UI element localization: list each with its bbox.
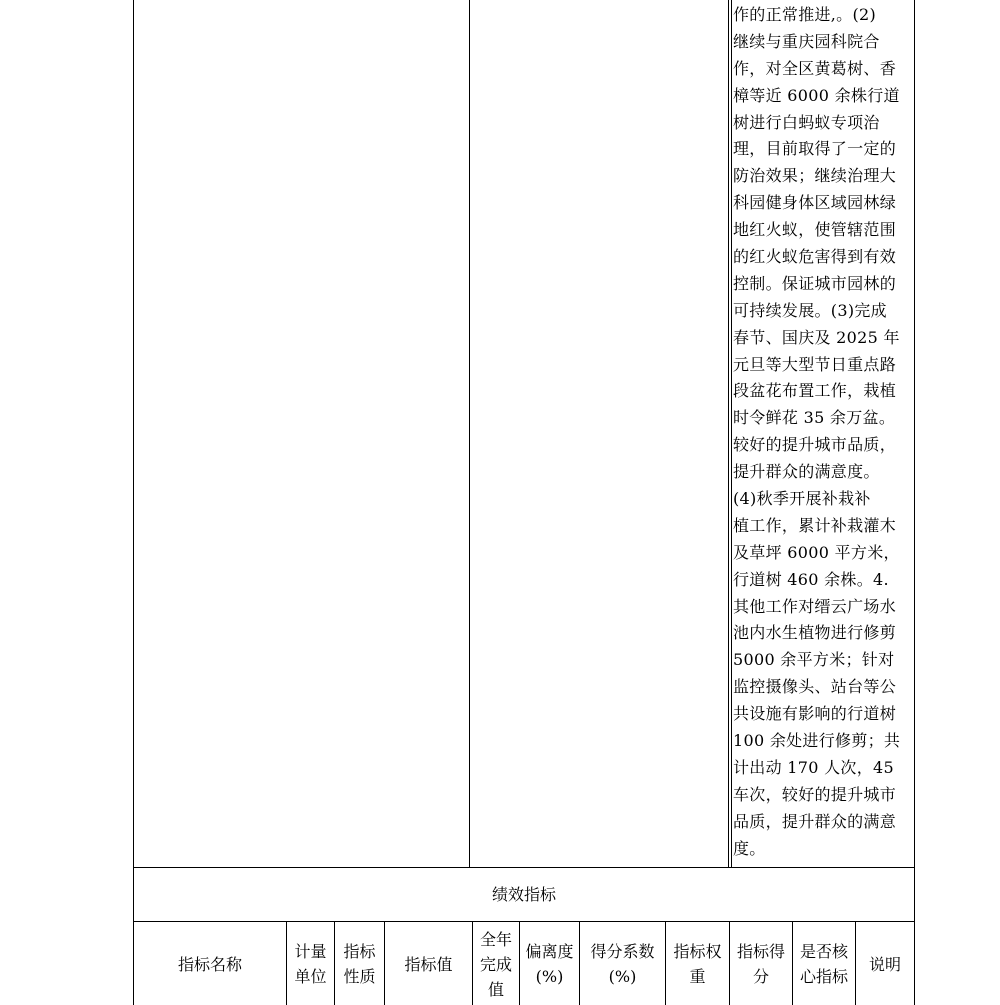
description-line: 5000 余平方米；针对 [733, 650, 895, 670]
header-nature-line: 性质 [343, 967, 376, 986]
header-value-text: 指标值 [404, 954, 453, 974]
row-divider [133, 921, 915, 922]
header-deviation-line: 偏离度 [525, 942, 574, 961]
description-line: 控制。保证城市园林的 [733, 273, 897, 293]
header-coefficient-line: (%) [608, 967, 637, 986]
header-deviation [520, 923, 579, 1005]
description-line: 植工作，累计补栽灌木 [733, 515, 897, 535]
description-line: 100 余处进行修剪；共 [733, 731, 901, 751]
header-annual-line: 全年 [479, 929, 512, 949]
header-core-line: 是否核 [799, 942, 848, 961]
header-note-text: 说明 [868, 954, 901, 974]
description-line: 理，目前取得了一定的 [733, 139, 897, 159]
column-divider [728, 0, 729, 868]
description-line: 及草坪 6000 平方米， [733, 542, 900, 562]
description-line: 品质，提升群众的满意 [733, 811, 897, 831]
header-unit-line: 计量 [294, 942, 327, 961]
description-line: 其他工作对缙云广场水 [733, 596, 897, 616]
header-weight [666, 923, 729, 1005]
description-line: 车次，较好的提升城市 [733, 784, 897, 804]
description-line: 防治效果；继续治理大 [733, 166, 897, 186]
header-annual [473, 923, 519, 1005]
header-score [730, 923, 792, 1005]
description-line: 较好的提升城市品质， [733, 435, 897, 455]
header-indicator-name [134, 923, 286, 1005]
header-weight-line: 指标权 [673, 942, 722, 961]
description-line: 计出动 170 人次，45 [733, 757, 894, 777]
column-divider [731, 0, 732, 868]
description-line: 度。 [733, 838, 766, 858]
header-coefficient-line: 得分系数 [590, 942, 655, 961]
description-line: 可持续发展。(3)完成 [733, 300, 887, 320]
header-note [856, 923, 914, 1005]
row-divider [133, 867, 915, 868]
header-weight-line: 重 [689, 967, 706, 986]
header-deviation-line: (%) [535, 967, 564, 986]
work-description [733, 2, 914, 863]
header-core-line: 心指标 [799, 967, 848, 986]
description-line: 池内水生植物进行修剪 [733, 623, 897, 643]
header-score-line: 指标得 [736, 942, 785, 961]
section-title: 绩效指标 [491, 885, 556, 904]
description-line: 元旦等大型节日重点路 [733, 354, 897, 374]
description-line: 行道树 460 余株。4. [733, 569, 889, 589]
description-line: 的红火蚁危害得到有效 [733, 247, 897, 267]
header-unit-line: 单位 [294, 967, 327, 986]
description-line: 作的正常推进,。(2) [733, 5, 877, 24]
description-line: 树进行白蚂蚁专项治 [733, 112, 880, 132]
header-core [793, 923, 855, 1005]
header-nature-line: 指标 [343, 942, 376, 961]
description-line: 科园健身体区域园林绿 [733, 193, 897, 213]
description-line: (4)秋季开展补栽补 [733, 489, 871, 509]
header-indicator-name-text: 指标名称 [177, 954, 242, 974]
description-line: 提升群众的满意度。 [733, 462, 880, 482]
column-divider [469, 0, 470, 868]
description-line: 继续与重庆园科院合 [733, 31, 880, 51]
description-line: 共设施有影响的行道树 [733, 704, 897, 724]
header-unit [287, 923, 334, 1005]
header-value [385, 923, 472, 1005]
description-line: 作，对全区黄葛树、香 [733, 58, 897, 78]
header-score-line: 分 [752, 967, 769, 986]
header-annual-line: 值 [487, 979, 504, 999]
header-nature [335, 923, 384, 1005]
header-coefficient [580, 923, 665, 1005]
description-line: 樟等近 6000 余株行道 [733, 85, 900, 105]
table-border-left [133, 0, 134, 1005]
header-annual-line: 完成 [479, 954, 512, 974]
description-line: 春节、国庆及 2025 年 [733, 327, 900, 347]
table-border-right [914, 0, 915, 1005]
description-line: 时令鲜花 35 余万盆。 [733, 408, 896, 428]
description-line: 地红火蚁，使管辖范围 [733, 220, 897, 240]
description-line: 监控摄像头、站台等公 [733, 677, 897, 697]
description-line: 段盆花布置工作，栽植 [733, 381, 897, 401]
